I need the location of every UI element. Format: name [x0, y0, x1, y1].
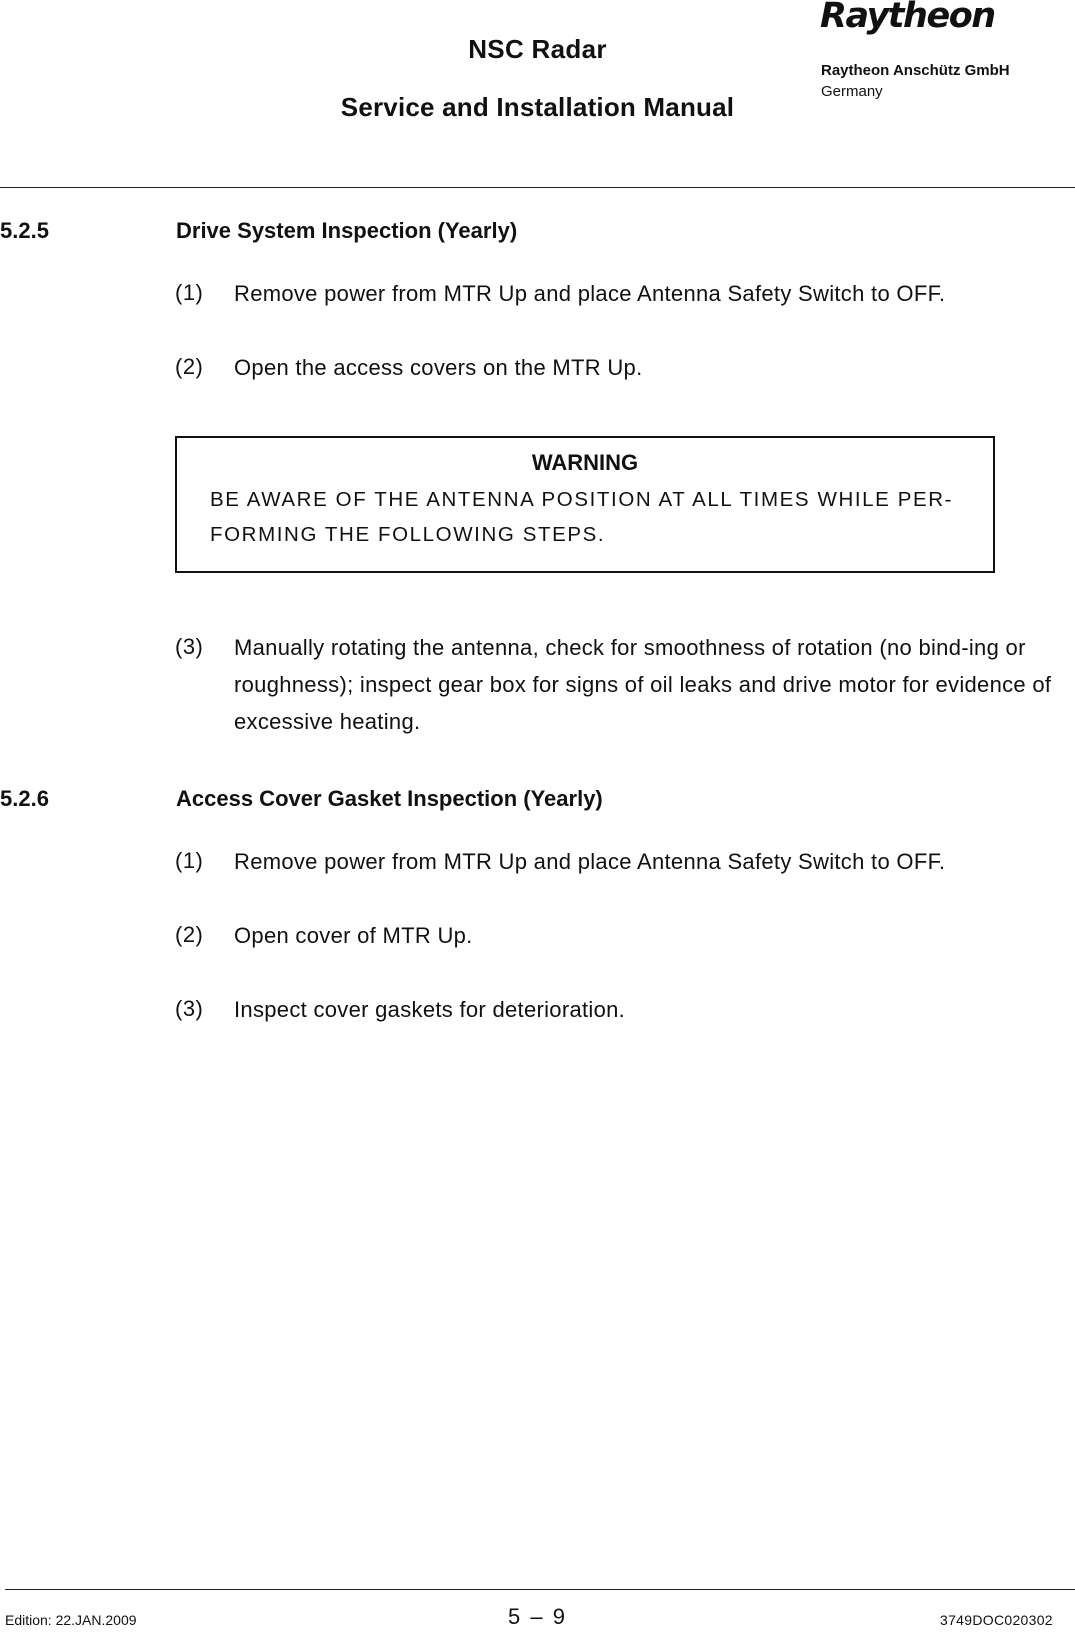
document-title: NSC Radar	[468, 34, 607, 64]
section-number: 5.2.5	[0, 218, 49, 243]
section-number: 5.2.6	[0, 786, 49, 811]
warning-title: WARNING	[531, 450, 639, 475]
step-text: Inspect cover gaskets for deterioration.	[234, 997, 626, 1022]
step-text: Open the access covers on the MTR Up.	[234, 355, 643, 380]
footer-divider	[5, 1589, 1075, 1590]
raytheon-logo: Raytheon	[820, 0, 995, 36]
step-text: Manually rotating the antenna, check for smoothness of rotation (no bind-ing or roughness); inspect gear box for signs of oil leaks and drive motor for evidence of excessive heating.	[234, 635, 1052, 734]
section-title: Access Cover Gasket Inspection (Yearly)	[176, 786, 603, 811]
step-number: (1)	[175, 280, 204, 305]
step-number: (3)	[175, 996, 204, 1021]
step-text: Open cover of MTR Up.	[234, 923, 473, 948]
step-text: Remove power from MTR Up and place Antenna Safety Switch to OFF.	[234, 281, 946, 306]
edition-date: Edition: 22.JAN.2009	[5, 1612, 137, 1628]
company-country: Germany	[821, 83, 883, 100]
step-number: (1)	[175, 848, 204, 873]
header-divider	[0, 187, 1075, 188]
step-text: Remove power from MTR Up and place Antenna Safety Switch to OFF.	[234, 849, 946, 874]
step-number: (2)	[175, 354, 204, 379]
warning-box	[175, 436, 995, 573]
warning-text: BE AWARE OF THE ANTENNA POSITION AT ALL TIMES WHILE PER-FORMING THE FOLLOWING STEPS.	[210, 488, 954, 546]
page-number: 5 – 9	[508, 1604, 567, 1629]
document-number: 3749DOC020302	[940, 1612, 1053, 1628]
section-title: Drive System Inspection (Yearly)	[176, 218, 518, 243]
document-subtitle: Service and Installation Manual	[340, 92, 735, 122]
company-name: Raytheon Anschütz GmbH	[821, 62, 1010, 79]
step-number: (2)	[175, 922, 204, 947]
step-number: (3)	[175, 634, 204, 659]
